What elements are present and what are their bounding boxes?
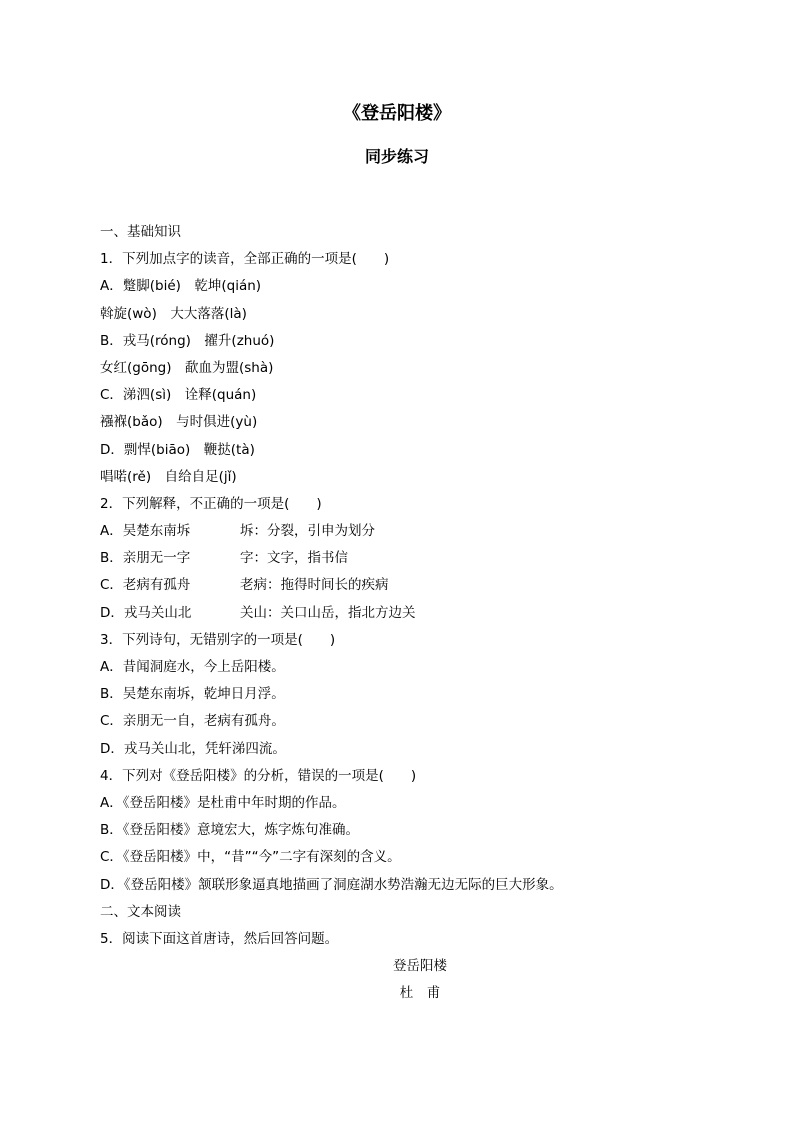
option-row (100, 518, 740, 545)
question-stem: 5．阅读下面这首唐诗，然后回答问题。 (100, 930, 339, 947)
poem-author: 杜 甫 (399, 985, 441, 1002)
option-row (100, 572, 740, 599)
question-stem: 1．下列加点字的读音，全部正确的一项是( ) (100, 251, 390, 268)
option-text: C．老病有孤舟 (100, 577, 191, 594)
option-row (100, 600, 740, 627)
doc-body (100, 219, 740, 1007)
option-line: A．蹩脚(bié) 乾坤(qián) (100, 278, 262, 295)
option-explanation: 老病：拖得时间长的疾病 (240, 577, 389, 594)
question-stem: 3．下列诗句，无错别字的一项是( ) (100, 631, 336, 648)
option-line: 唱喏(rě) 自给自足(jǐ) (100, 468, 237, 485)
option-line: B．吴楚东南坼，乾坤日月浮。 (100, 686, 285, 703)
option-line: 襁褓(bǎo) 与时俱进(yù) (100, 414, 258, 431)
option-explanation: 坼：分裂，引申为划分 (240, 523, 375, 540)
option-text: D．戎马关山北 (100, 604, 192, 621)
option-line: D．戎马关山北，凭轩涕四流。 (100, 740, 286, 757)
option-line: D．剽悍(biāo) 鞭挞(tà) (100, 441, 255, 458)
option-row (100, 545, 740, 572)
option-explanation: 关山：关口山岳，指北方边关 (240, 604, 416, 621)
option-line: B．戎马(róng) 擢升(zhuó) (100, 332, 275, 349)
option-text: B．亲朋无一字 (100, 550, 191, 567)
option-line: C．《登岳阳楼》中，“昔”“今”二字有深刻的含义。 (100, 849, 401, 866)
section-heading: 二、文本阅读 (100, 903, 181, 920)
option-line: B．《登岳阳楼》意境宏大，炼字炼句准确。 (100, 822, 360, 839)
section-heading: 一、基础知识 (100, 224, 181, 240)
doc-subtitle: 同步练习 (364, 147, 429, 166)
option-line: 女红(gōng) 歃血为盟(shà) (100, 359, 274, 376)
option-line: A．昔闻洞庭水，今上岳阳楼。 (100, 659, 285, 675)
option-line: D．《登岳阳楼》颔联形象逼真地描画了洞庭湖水势浩瀚无边无际的巨大形象。 (100, 876, 563, 893)
doc-title: 《登岳阳楼》 (343, 103, 451, 124)
option-explanation: 字：文字，指书信 (240, 550, 348, 567)
option-line: C．亲朋无一自，老病有孤舟。 (100, 713, 285, 730)
option-line: A．《登岳阳楼》是杜甫中年时期的作品。 (100, 794, 346, 811)
option-line: C．涕泗(sì) 诠释(quán) (100, 387, 257, 404)
poem-title: 登岳阳楼 (393, 958, 447, 975)
question-stem: 4．下列对《登岳阳楼》的分析，错误的一项是( ) (100, 767, 417, 784)
option-line: 斡旋(wò) 大大落落(là) (100, 305, 247, 322)
question-stem: 2．下列解释，不正确的一项是( ) (100, 495, 322, 512)
option-text: A．吴楚东南坼 (100, 523, 191, 540)
